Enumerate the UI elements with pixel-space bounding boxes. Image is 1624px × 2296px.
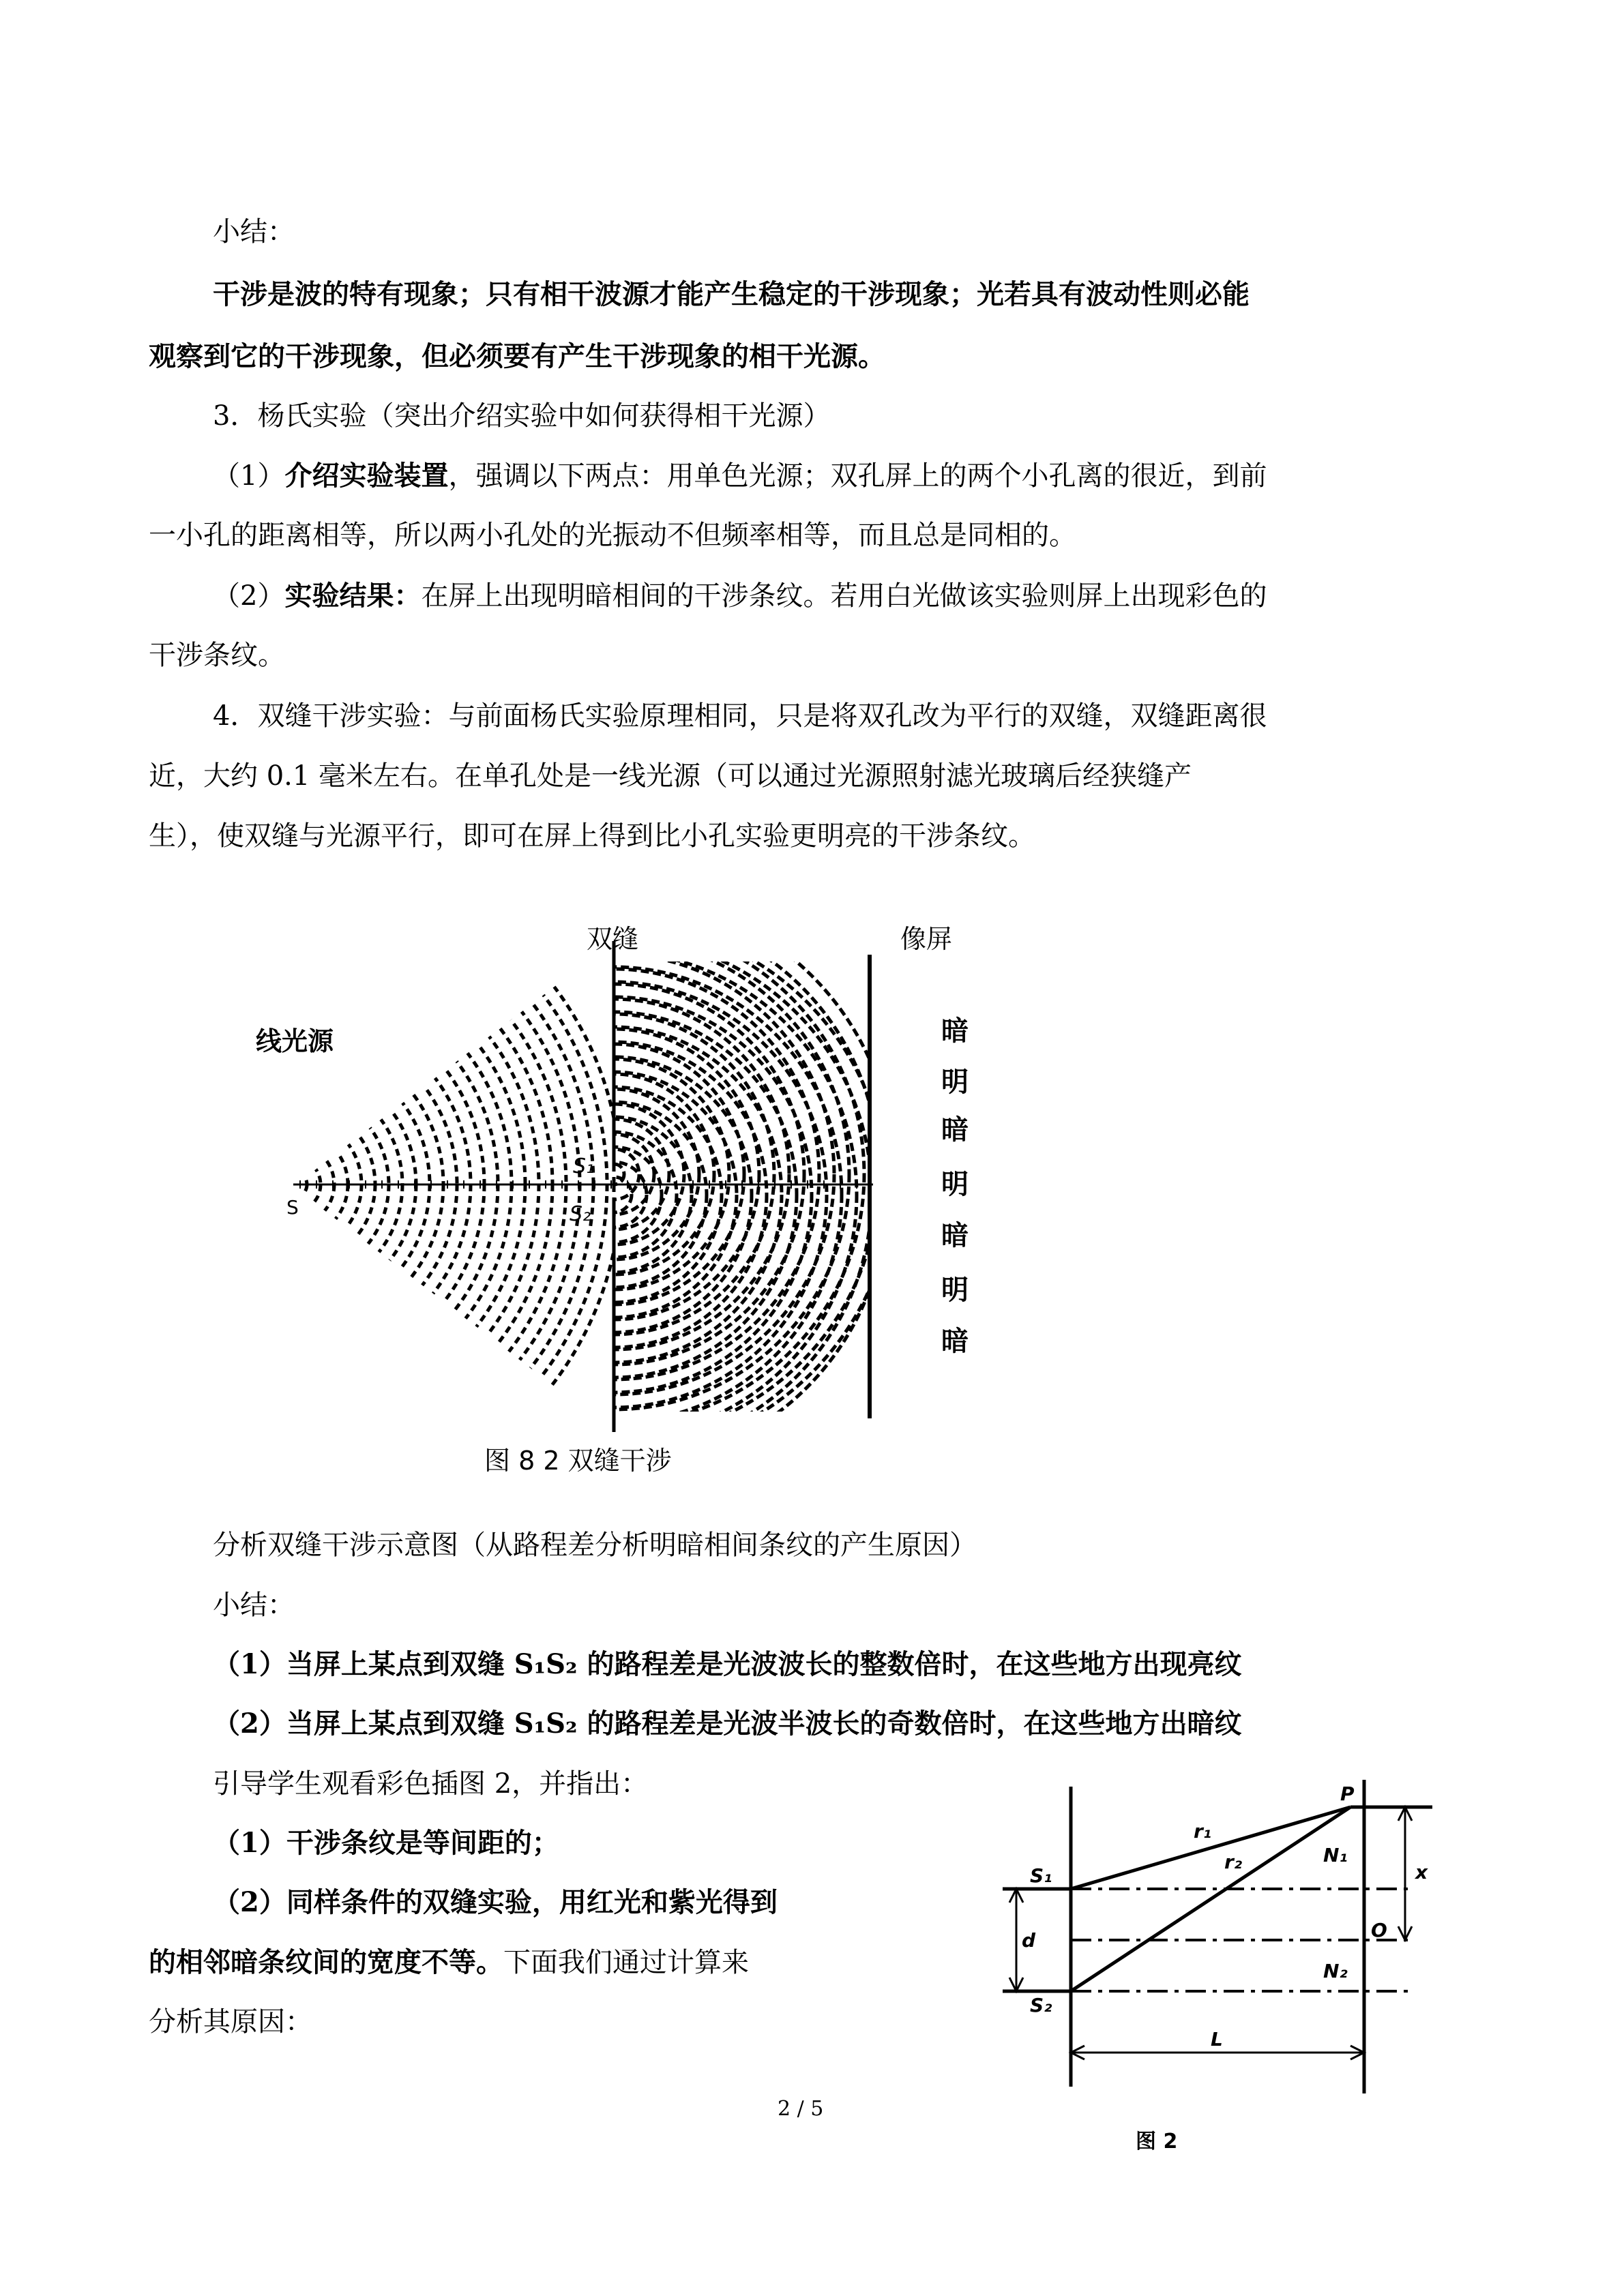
figure-2-caption: 图 2 [1136, 2130, 1178, 2153]
figure-82-caption: 图 8 2 双缝干涉 [484, 1446, 672, 1476]
section-3-item-1 [213, 457, 1267, 495]
fringe-label: 暗 [941, 1220, 969, 1251]
label-n1: N₁ [1323, 1844, 1348, 1866]
summary-bold-line-2: 观察到它的干涉现象，但必须要有产生干涉现象的相干光源。 [149, 340, 885, 372]
guide-text: 下面我们通过计算来 [503, 1947, 749, 1978]
label-d: d [1022, 1929, 1036, 1952]
section-4-line-1: 4．双缝干涉实验：与前面杨氏实验原理相同，只是将双孔改为平行的双缝，双缝距离很 [213, 700, 1267, 732]
guide-bold-text: 的相邻暗条纹间的宽度不等。 [149, 1946, 503, 1978]
analysis-rule-1: （1）当屏上某点到双缝 S₁S₂ 的路程差是光波波长的整数倍时，在这些地方出现亮纹 [213, 1648, 1242, 1680]
label-n2: N₂ [1323, 1960, 1348, 1982]
source-label: 线光源 [256, 1026, 334, 1056]
section-3-item-1-line-2: 一小孔的距离相等，所以两小孔处的光振动不但频率相等，而且总是同相的。 [149, 520, 1076, 551]
label-x: x [1415, 1861, 1428, 1883]
item-number: （2） [213, 580, 285, 612]
section-3-item-2 [213, 577, 1267, 615]
s1-label: S₁ [573, 1154, 595, 1178]
analysis-summary-heading: 小结： [213, 1590, 295, 1621]
guide-point-2-line-3: 分析其原因： [149, 2006, 312, 2038]
analysis-title: 分析双缝干涉示意图（从路程差分析明暗相间条纹的产生原因） [213, 1530, 977, 1561]
double-slit-figure [232, 914, 1009, 1487]
fringe-label: 暗 [941, 1015, 969, 1047]
item-number: （1） [213, 460, 285, 492]
summary-bold-line-1: 干涉是波的特有现象；只有相干波源才能产生稳定的干涉现象；光若具有波动性则必能 [213, 278, 1250, 310]
analysis-rule-2: （2）当屏上某点到双缝 S₁S₂ 的路程差是光波半波长的奇数倍时，在这些地方出暗纹 [213, 1708, 1242, 1740]
section-4-line-3: 生），使双缝与光源平行，即可在屏上得到比小孔实验更明亮的干涉条纹。 [149, 820, 1035, 852]
s2-label: S₂ [570, 1202, 591, 1226]
fringe-label: 暗 [941, 1114, 969, 1146]
fringe-label: 明 [941, 1067, 969, 1098]
screen-label: 像屏 [900, 924, 953, 954]
path-difference-figure [989, 1773, 1480, 2155]
label-o: O [1371, 1919, 1387, 1941]
guide-point-1: （1）干涉条纹是等间距的； [213, 1827, 559, 1859]
guide-point-2: （2）同样条件的双缝实验，用红光和紫光得到 [213, 1886, 778, 1918]
item-text: 在屏上出现明暗相间的干涉条纹。若用白光做该实验则屏上出现彩色的 [421, 580, 1267, 612]
summary-heading: 小结： [213, 216, 295, 248]
fringe-label: 暗 [941, 1326, 969, 1357]
source-s-label: S [286, 1196, 299, 1219]
label-s2: S₂ [1030, 1994, 1052, 2016]
slit-label: 双缝 [587, 924, 639, 954]
item-bold-text: 实验结果： [284, 580, 422, 612]
section-4-line-2: 近，大约 0.1 毫米左右。在单孔处是一线光源（可以通过光源照射滤光玻璃后经狭缝产 [149, 760, 1192, 792]
label-r1: r₁ [1194, 1820, 1212, 1843]
item-bold-text: 介绍实验装置 [284, 460, 449, 492]
guide-point-2-line-2 [149, 1943, 749, 1982]
guide-line: 引导学生观看彩色插图 2，并指出： [213, 1768, 649, 1800]
label-l: L [1211, 2028, 1223, 2051]
label-s1: S₁ [1030, 1864, 1052, 1887]
page-number: 2 / 5 [778, 2097, 824, 2121]
label-r2: r₂ [1224, 1851, 1243, 1873]
label-p: P [1340, 1783, 1355, 1805]
fringe-label: 明 [941, 1274, 969, 1306]
section-3-item-2-line-2: 干涉条纹。 [149, 640, 285, 671]
ray-r1 [1071, 1807, 1350, 1889]
section-3-title: 3．杨氏实验（突出介绍实验中如何获得相干光源） [213, 400, 831, 432]
item-text: ，强调以下两点：用单色光源；双孔屏上的两个小孔离的很近，到前 [448, 460, 1267, 492]
fringe-label: 明 [941, 1169, 969, 1200]
source-wavefront [232, 914, 580, 1471]
